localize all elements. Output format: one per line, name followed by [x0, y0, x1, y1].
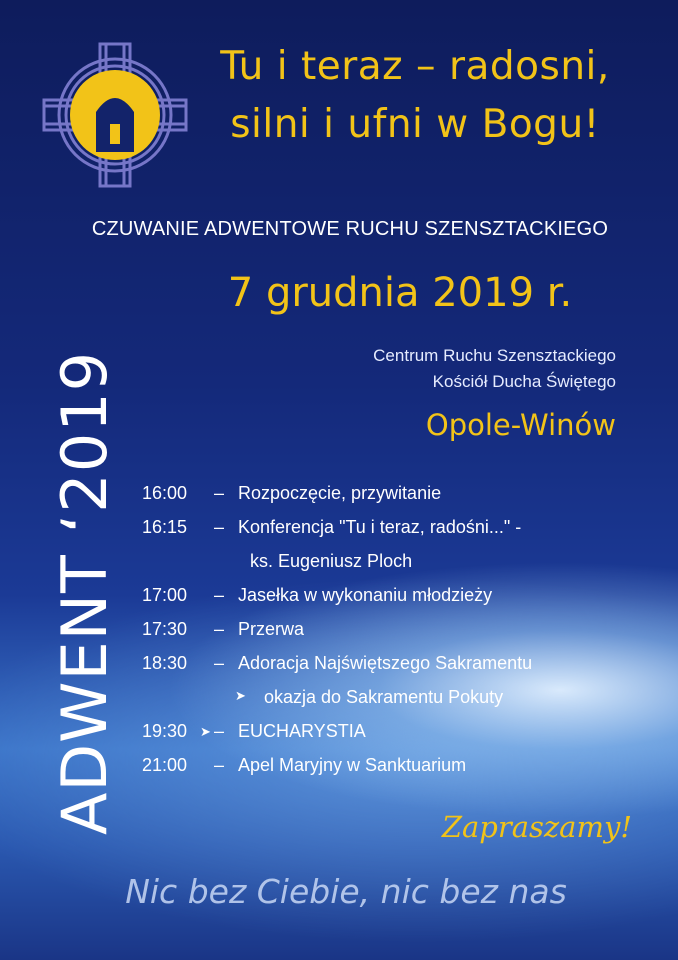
venue-line-1: Centrum Ruchu Szensztackiego [373, 346, 616, 365]
event-city: Opole-Winów [425, 408, 616, 442]
motto-text: Nic bez Ciebie, nic bez nas [125, 872, 567, 911]
schedule-desc: Konferencja "Tu i teraz, radośni..." - [238, 517, 522, 537]
schedule-dash: – [214, 483, 225, 503]
schedule-row [142, 585, 662, 619]
schedule-desc: Przerwa [238, 619, 305, 639]
schedule-desc: Apel Maryjny w Sanktuarium [238, 755, 467, 775]
schedule-row [142, 517, 662, 551]
event-date: 7 grudnia 2019 r. [227, 270, 573, 316]
schedule-desc: okazja do Sakramentu Pokuty [264, 687, 504, 707]
schedule-dash: – [214, 755, 225, 775]
schedule-desc: Adoracja Najświętszego Sakramentu [238, 653, 533, 673]
title-line-1: Tu i teraz – radosni, [220, 44, 610, 89]
schedule-desc: ks. Eugeniusz Ploch [250, 551, 413, 571]
arrow-right-icon: ➤ [235, 688, 246, 703]
schedule-time: 21:00 [142, 755, 188, 775]
schedule-time: 18:30 [142, 653, 188, 673]
invitation-text: Zapraszamy! [441, 810, 632, 844]
schedule-row [142, 721, 662, 755]
schedule-time: 17:30 [142, 619, 188, 639]
schedule-dash: – [214, 517, 225, 537]
schedule-desc: Rozpoczęcie, przywitanie [238, 483, 442, 503]
schedule-desc: EUCHARYSTIA [238, 721, 366, 741]
schedule-row-sub [142, 687, 662, 721]
schedule-list [142, 483, 662, 789]
schedule-row [142, 755, 662, 789]
schedule-time: 16:00 [142, 483, 188, 503]
schedule-dash: – [214, 653, 225, 673]
advent-vertical-text: ADWENT ‘2019 [48, 350, 121, 835]
schedule-desc: Jasełka w wykonaniu młodzieży [238, 585, 493, 605]
poster-title [180, 38, 650, 154]
schedule-dash: – [214, 721, 225, 741]
schedule-row [142, 483, 662, 517]
event-subtitle: CZUWANIE ADWENTOWE RUCHU SZENSZTACKIEGO [91, 218, 609, 240]
schedule-time: 16:15 [142, 517, 188, 537]
title-line-2: silni i ufni w Bogu! [230, 102, 600, 147]
schedule-row-continued [142, 551, 662, 585]
schedule-dash: – [214, 585, 225, 605]
schedule-time: 19:30 [142, 721, 188, 741]
venue-line-2: Kościół Ducha Świętego [432, 372, 616, 391]
venue [373, 343, 616, 395]
schoenstatt-shrine-logo-icon [40, 40, 190, 190]
schedule-row [142, 619, 662, 653]
schedule-row [142, 653, 662, 687]
arrow-right-icon: ➤ [200, 724, 211, 739]
schedule-time: 17:00 [142, 585, 188, 605]
schedule-dash: – [214, 619, 225, 639]
